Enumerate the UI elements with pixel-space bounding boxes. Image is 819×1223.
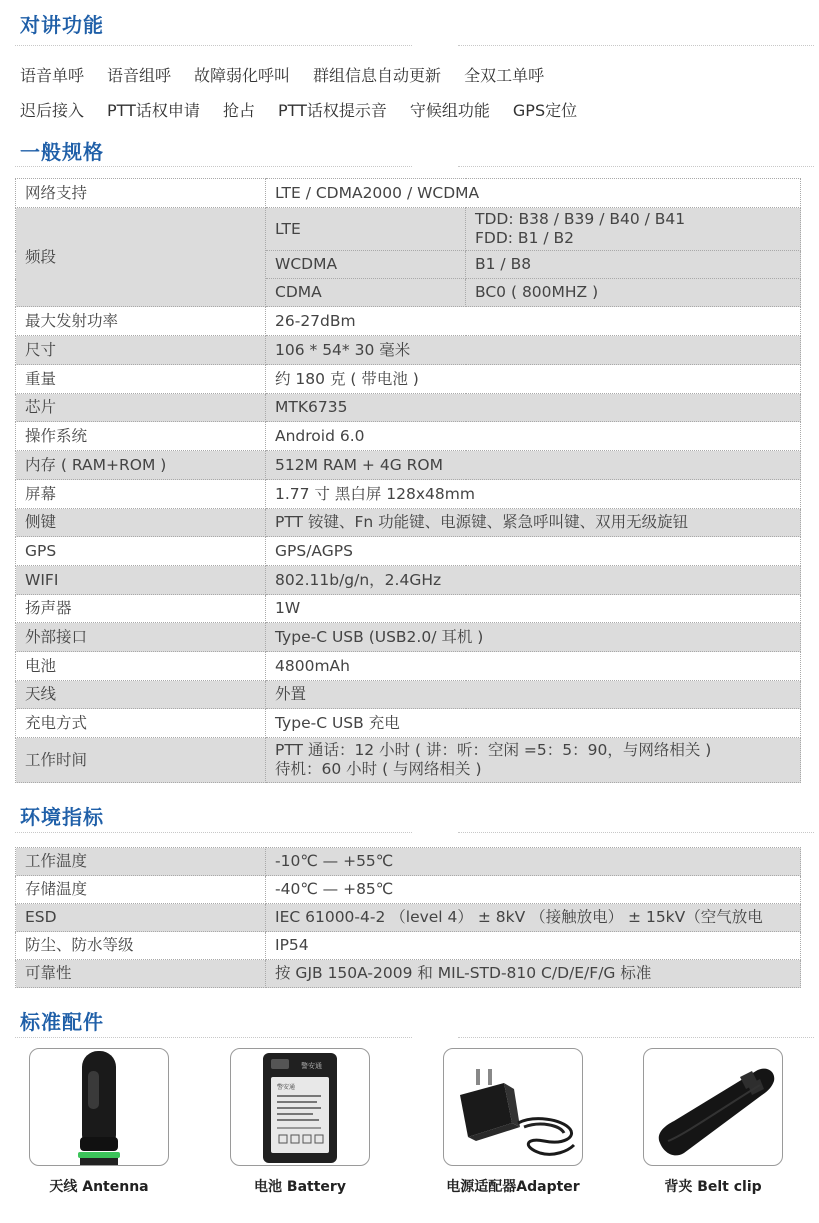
table-row bbox=[16, 652, 801, 681]
feature-item: GPS定位 bbox=[512, 101, 578, 120]
table-row bbox=[16, 451, 801, 480]
table-row bbox=[16, 179, 801, 208]
feature-item: PTT话权申请 bbox=[107, 101, 200, 120]
table-row bbox=[16, 960, 801, 988]
battery-label-brand: 警安通 bbox=[277, 1084, 296, 1091]
spec-value bbox=[466, 208, 801, 251]
feature-list-row-1 bbox=[20, 63, 567, 86]
table-row bbox=[16, 480, 801, 509]
spec-value: IP54 bbox=[266, 932, 801, 960]
table-row bbox=[16, 709, 801, 738]
spec-key: 工作时间 bbox=[16, 738, 266, 783]
spec-key: 内存 ( RAM+ROM ) bbox=[16, 451, 266, 480]
divider bbox=[458, 166, 814, 167]
spec-key: 防尘、防水等级 bbox=[16, 932, 266, 960]
spec-value: Type-C USB 充电 bbox=[266, 709, 801, 738]
spec-value: 512M RAM + 4G ROM bbox=[266, 451, 801, 480]
feature-item: 迟后接入 bbox=[20, 101, 85, 120]
section-title-intercom: 对讲功能 bbox=[20, 13, 104, 37]
spec-key: 天线 bbox=[16, 681, 266, 709]
spec-key: 扬声器 bbox=[16, 595, 266, 623]
spec-subkey: LTE bbox=[266, 208, 466, 251]
spec-subkey: WCDMA bbox=[266, 251, 466, 279]
feature-list-row-2 bbox=[20, 98, 600, 121]
spec-value-line: PTT 通话：12 小时 ( 讲：听：空闲 =5：5：90，与网络相关 ) bbox=[275, 741, 712, 760]
divider bbox=[15, 166, 412, 167]
accessory-beltclip-card bbox=[643, 1048, 783, 1166]
divider bbox=[15, 832, 412, 833]
feature-item: 语音单呼 bbox=[20, 66, 85, 85]
spec-value: 26-27dBm bbox=[266, 307, 801, 336]
spec-value: Type-C USB (USB2.0/ 耳机 ) bbox=[266, 623, 801, 652]
table-row bbox=[16, 394, 801, 422]
spec-value: 外置 bbox=[266, 681, 801, 709]
spec-subkey: CDMA bbox=[266, 279, 466, 307]
feature-item: PTT话权提示音 bbox=[277, 101, 387, 120]
table-row bbox=[16, 932, 801, 960]
spec-value: GPS/AGPS bbox=[266, 537, 801, 566]
section-title-accessories: 标准配件 bbox=[20, 1010, 104, 1034]
table-row bbox=[16, 336, 801, 365]
section-title-environment: 环境指标 bbox=[20, 805, 104, 829]
spec-key: 网络支持 bbox=[16, 179, 266, 208]
spec-key: 重量 bbox=[16, 365, 266, 394]
divider bbox=[15, 1037, 412, 1038]
antenna-icon bbox=[30, 1049, 169, 1166]
divider bbox=[458, 45, 814, 46]
table-row bbox=[16, 365, 801, 394]
spec-key: 屏幕 bbox=[16, 480, 266, 509]
table-row bbox=[16, 595, 801, 623]
spec-key: GPS bbox=[16, 537, 266, 566]
accessory-adapter-card bbox=[443, 1048, 583, 1166]
spec-key: ESD bbox=[16, 904, 266, 932]
accessory-battery-label: 电池 Battery bbox=[254, 1179, 346, 1195]
spec-key: 存储温度 bbox=[16, 876, 266, 904]
spec-value: -40℃ — +85℃ bbox=[266, 876, 801, 904]
accessory-beltclip-label: 背夹 Belt clip bbox=[664, 1179, 762, 1195]
spec-value: -10℃ — +55℃ bbox=[266, 848, 801, 876]
divider bbox=[15, 45, 412, 46]
spec-value: B1 / B8 bbox=[466, 251, 801, 279]
table-row bbox=[16, 537, 801, 566]
table-row bbox=[16, 307, 801, 336]
spec-value-line: 待机：60 小时 ( 与网络相关 ) bbox=[275, 760, 482, 778]
table-row bbox=[16, 509, 801, 537]
spec-value: IEC 61000-4-2 （level 4） ± 8kV （接触放电） ± 15kV（空气放电 bbox=[266, 904, 801, 932]
spec-key: WIFI bbox=[16, 566, 266, 595]
spec-key: 充电方式 bbox=[16, 709, 266, 738]
divider bbox=[458, 1037, 814, 1038]
table-row bbox=[16, 738, 801, 783]
spec-value: PTT 铵键、Fn 功能键、电源键、紧急呼叫键、双用无级旋钮 bbox=[266, 509, 801, 537]
spec-key: 芯片 bbox=[16, 394, 266, 422]
battery-icon bbox=[231, 1049, 370, 1166]
spec-value: 按 GJB 150A-2009 和 MIL-STD-810 C/D/E/F/G 标准 bbox=[266, 960, 801, 988]
spec-key: 侧键 bbox=[16, 509, 266, 537]
accessory-antenna-card bbox=[29, 1048, 169, 1166]
spec-key: 工作温度 bbox=[16, 848, 266, 876]
table-row bbox=[16, 422, 801, 451]
feature-item: 语音组呼 bbox=[107, 66, 172, 85]
spec-value: LTE / CDMA2000 / WCDMA bbox=[266, 179, 801, 208]
spec-value: 1W bbox=[266, 595, 801, 623]
spec-key: 频段 bbox=[16, 208, 266, 307]
environment-spec-table bbox=[15, 847, 801, 988]
table-row bbox=[16, 876, 801, 904]
spec-key: 可靠性 bbox=[16, 960, 266, 988]
accessory-adapter-label: 电源适配器Adapter bbox=[446, 1179, 580, 1195]
feature-item: 守候组功能 bbox=[409, 101, 490, 120]
table-row bbox=[16, 566, 801, 595]
table-row bbox=[16, 623, 801, 652]
accessory-antenna-label: 天线 Antenna bbox=[49, 1179, 149, 1195]
table-row bbox=[16, 208, 801, 251]
spec-key: 最大发射功率 bbox=[16, 307, 266, 336]
spec-key: 电池 bbox=[16, 652, 266, 681]
spec-value: 1.77 寸 黑白屏 128x48mm bbox=[266, 480, 801, 509]
spec-value: 106 * 54* 30 毫米 bbox=[266, 336, 801, 365]
spec-value: BC0 ( 800MHZ ) bbox=[466, 279, 801, 307]
spec-value: 约 180 克 ( 带电池 ) bbox=[266, 365, 801, 394]
spec-value-line: TDD: B38 / B39 / B40 / B41 bbox=[475, 210, 686, 229]
belt-clip-icon bbox=[644, 1049, 783, 1166]
spec-key: 尺寸 bbox=[16, 336, 266, 365]
spec-value: MTK6735 bbox=[266, 394, 801, 422]
feature-item: 抢占 bbox=[222, 101, 255, 120]
spec-key: 操作系统 bbox=[16, 422, 266, 451]
section-title-general: 一般规格 bbox=[20, 140, 104, 164]
spec-value: 4800mAh bbox=[266, 652, 801, 681]
spec-value: Android 6.0 bbox=[266, 422, 801, 451]
spec-value bbox=[266, 738, 801, 783]
general-spec-table bbox=[15, 178, 801, 783]
divider bbox=[458, 832, 814, 833]
battery-brand-top: 警安通 bbox=[301, 1062, 322, 1070]
feature-item: 群组信息自动更新 bbox=[313, 66, 442, 85]
feature-item: 故障弱化呼叫 bbox=[194, 66, 291, 85]
table-row bbox=[16, 681, 801, 709]
table-row bbox=[16, 904, 801, 932]
spec-value: 802.11b/g/n，2.4GHz bbox=[266, 566, 801, 595]
spec-key: 外部接口 bbox=[16, 623, 266, 652]
spec-value-line: FDD: B1 / B2 bbox=[475, 229, 575, 247]
table-row bbox=[16, 848, 801, 876]
power-adapter-icon bbox=[444, 1049, 583, 1166]
feature-item: 全双工单呼 bbox=[464, 66, 545, 85]
accessory-battery-card bbox=[230, 1048, 370, 1166]
